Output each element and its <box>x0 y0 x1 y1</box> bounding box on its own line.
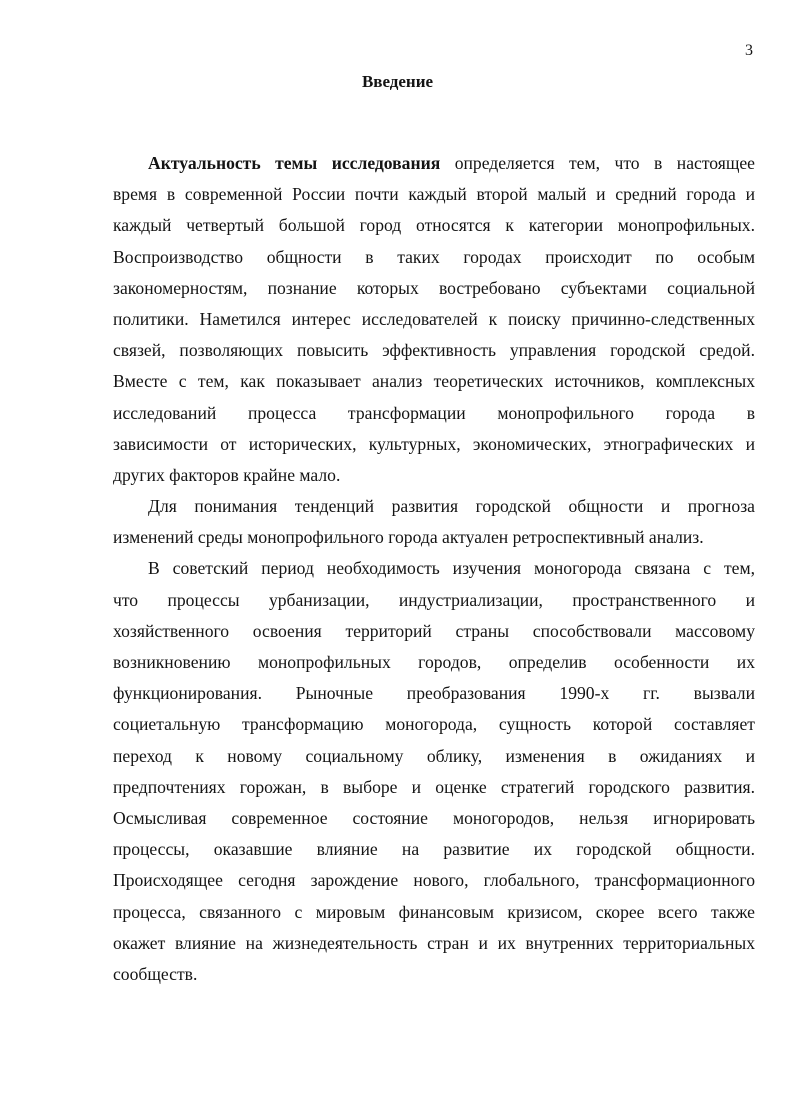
paragraph-analysis <box>113 491 755 553</box>
paragraph-relevance <box>113 148 755 491</box>
text-line: что процессы урбанизации, индустриализации, пространственного и <box>113 589 755 610</box>
page-number: 3 <box>745 42 753 59</box>
text-line: социетальную трансформацию моногорода, сущность которой составляет <box>113 714 755 735</box>
text-fragment: определяется тем, что в настоящее <box>440 153 755 173</box>
text-line: время в современной России почти каждый второй малый и средний города и <box>113 184 755 205</box>
text-line: процесса, связанного с мировым финансовым кризисом, скорее всего также <box>113 901 755 922</box>
text-line: переход к новому социальному облику, изменения в ожиданиях и <box>113 745 755 766</box>
document-body <box>113 148 755 990</box>
text-line: Для понимания тенденций развития городской общности и прогноза <box>148 496 755 517</box>
text-line: Осмысливая современное состояние моногородов, нельзя игнорировать <box>113 807 755 828</box>
text-line: других факторов крайне мало. <box>113 464 341 485</box>
text-line: хозяйственного освоения территорий страны способствовали массовому <box>113 620 755 641</box>
text-line: процессы, оказавшие влияние на развитие их городской общности. <box>113 839 755 860</box>
text-line: каждый четвертый большой город относятся к категории монопрофильных. <box>113 215 755 236</box>
text-line: Происходящее сегодня зарождение нового, глобального, трансформационного <box>113 870 755 891</box>
text-line: сообществ. <box>113 963 198 984</box>
text-line: зависимости от исторических, культурных, экономических, этнографических и <box>113 433 755 454</box>
text-line: возникновению монопрофильных городов, определив особенности их <box>113 652 755 672</box>
relevance-term: Актуальность темы исследования <box>148 153 441 173</box>
text-line: Вместе с тем, как показывает анализ теоретических источников, комплексных <box>113 371 755 392</box>
section-heading: Введение <box>361 72 434 91</box>
text-line: В советский период необходимость изучения моногорода связана с тем, <box>148 558 755 579</box>
text-line: предпочтениях горожан, в выборе и оценке стратегий городского развития. <box>113 776 755 797</box>
text-line: изменений среды монопрофильного города актуален ретроспективный анализ. <box>113 527 704 548</box>
text-line <box>113 148 755 179</box>
text-line: функционирования. Рыночные преобразования 1990-х гг. вызвали <box>113 683 755 704</box>
text-line: закономерностям, познание которых востребовано субъектами социальной <box>113 277 755 298</box>
text-line: окажет влияние на жизнедеятельность стран и их внутренних территориальных <box>113 932 755 953</box>
text-line: исследований процесса трансформации монопрофильного города в <box>113 402 755 423</box>
text-line: связей, позволяющих повысить эффективность управления городской средой. <box>113 340 755 361</box>
paragraph-soviet-period <box>113 553 755 990</box>
text-line: Воспроизводство общности в таких городах происходит по особым <box>113 246 755 267</box>
text-line: политики. Наметился интерес исследователей к поиску причинно-следственных <box>113 308 755 329</box>
